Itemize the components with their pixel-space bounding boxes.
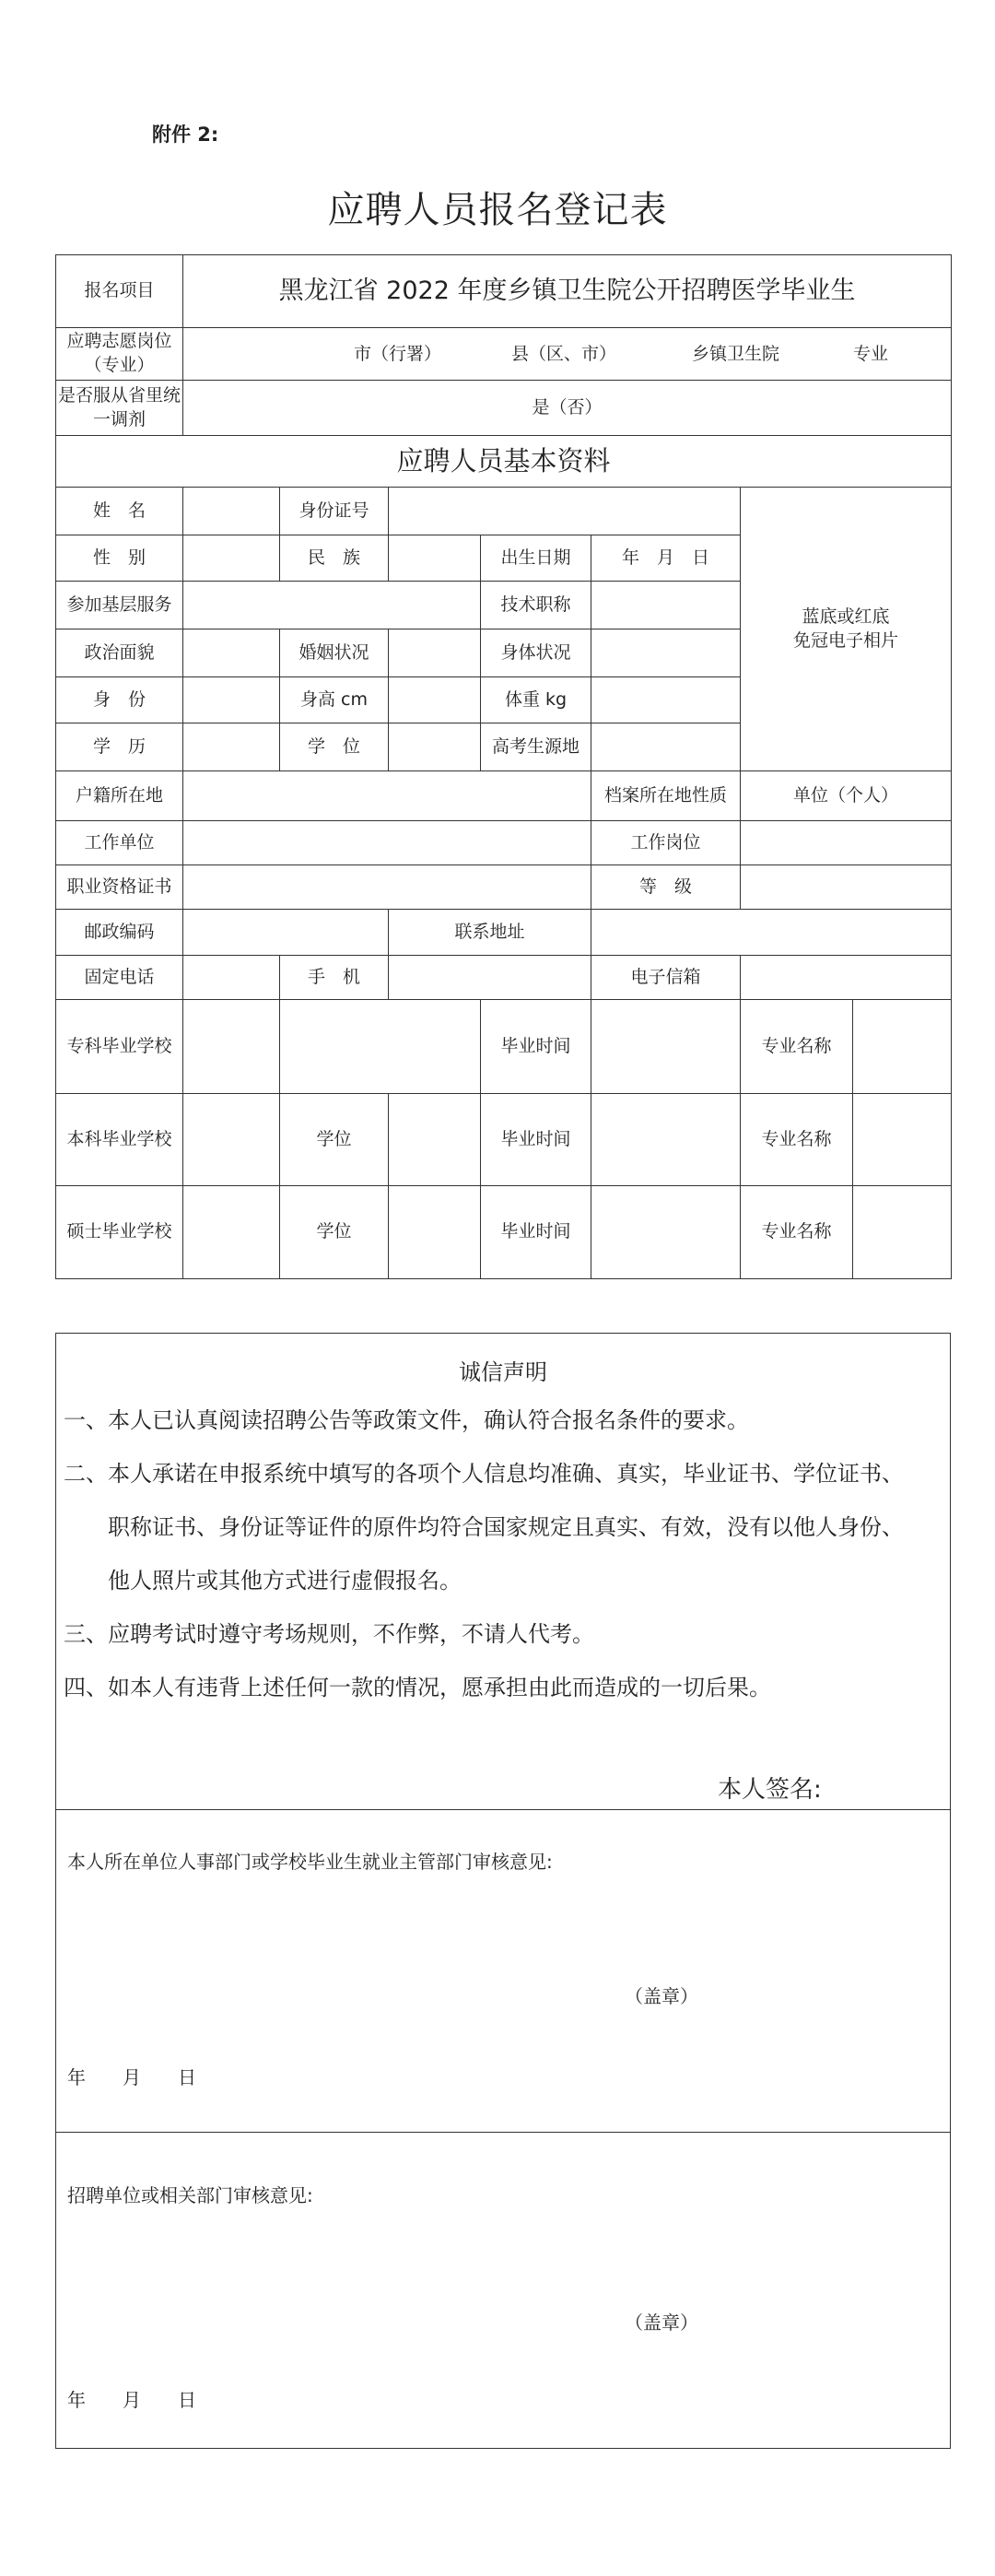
undergrad-degree-label: 学位 xyxy=(280,1094,389,1186)
degree-input[interactable] xyxy=(389,723,481,771)
review-1-date: 年 月 日 xyxy=(67,2066,196,2088)
qualification-input[interactable] xyxy=(183,865,591,910)
grad-time-label: 毕业时间 xyxy=(481,1000,591,1094)
project-label: 报名项目 xyxy=(56,255,183,328)
undergrad-label: 本科毕业学校 xyxy=(56,1094,183,1186)
exam-origin-label: 高考生源地 xyxy=(481,723,591,771)
mobile-input[interactable] xyxy=(389,956,591,1000)
master-degree-label: 学位 xyxy=(280,1186,389,1279)
height-input[interactable] xyxy=(389,677,481,723)
review-section-2[interactable] xyxy=(56,2132,950,2450)
work-post-input[interactable] xyxy=(741,821,952,865)
weight-label: 体重 kg xyxy=(481,677,591,723)
address-label: 联系地址 xyxy=(389,910,591,956)
grad-time-label: 毕业时间 xyxy=(481,1186,591,1279)
qualification-label: 职业资格证书 xyxy=(56,865,183,910)
mobile-label: 手 机 xyxy=(280,956,389,1000)
gender-input[interactable] xyxy=(183,535,280,582)
archive-nature-input[interactable]: 单位（个人） xyxy=(741,771,952,821)
junior-college-input[interactable] xyxy=(183,1000,280,1094)
address-input[interactable] xyxy=(591,910,952,956)
project-value: 黑龙江省 2022 年度乡镇卫生院公开招聘医学毕业生 xyxy=(183,255,952,328)
name-label: 姓 名 xyxy=(56,488,183,535)
junior-grad-time-input[interactable] xyxy=(591,1000,741,1094)
postcode-input[interactable] xyxy=(183,910,389,956)
declaration-title: 诚信声明 xyxy=(459,1359,547,1385)
junior-major-input[interactable] xyxy=(853,1000,952,1094)
work-post-label: 工作岗位 xyxy=(591,821,741,865)
position-label: 应聘志愿岗位（专业） xyxy=(56,328,183,381)
email-input[interactable] xyxy=(741,956,952,1000)
section-title: 应聘人员基本资料 xyxy=(56,436,952,488)
declaration-item-1: 一、本人已认真阅读招聘公告等政策文件，确认符合报名条件的要求。 xyxy=(64,1407,749,1433)
position-county: 县（区、市） xyxy=(511,344,617,364)
declaration-item-2-line-3: 他人照片或其他方式进行虚假报名。 xyxy=(108,1568,462,1594)
ethnicity-input[interactable] xyxy=(389,535,481,582)
household-input[interactable] xyxy=(183,771,591,821)
position-major: 专业 xyxy=(853,344,889,364)
archive-nature-label: 档案所在地性质 xyxy=(591,771,741,821)
position-city: 市（行署） xyxy=(354,344,442,364)
signature-label: 本人签名: xyxy=(718,1776,822,1804)
transfer-label: 是否服从省里统一调剂 xyxy=(56,381,183,436)
grassroots-input[interactable] xyxy=(183,582,481,629)
postcode-label: 邮政编码 xyxy=(56,910,183,956)
undergrad-grad-time-input[interactable] xyxy=(591,1094,741,1186)
marital-input[interactable] xyxy=(389,629,481,677)
degree-label: 学 位 xyxy=(280,723,389,771)
level-input[interactable] xyxy=(741,865,952,910)
name-input[interactable] xyxy=(183,488,280,535)
master-grad-time-input[interactable] xyxy=(591,1186,741,1279)
declaration-item-2-line-2: 职称证书、身份证等证件的原件均符合国家规定且真实、有效，没有以他人身份、 xyxy=(108,1514,904,1540)
junior-college-extra[interactable] xyxy=(280,1000,481,1094)
declaration-item-3: 三、应聘考试时遵守考场规则，不作弊，不请人代考。 xyxy=(64,1621,594,1647)
identity-input[interactable] xyxy=(183,677,280,723)
declaration-box xyxy=(55,1333,951,2449)
review-2-seal: （盖章） xyxy=(625,2311,698,2334)
registration-form xyxy=(55,254,952,1279)
health-label: 身体状况 xyxy=(481,629,591,677)
review-2-label: 招聘单位或相关部门审核意见: xyxy=(67,2184,313,2206)
transfer-value[interactable]: 是（否） xyxy=(183,381,952,436)
master-input[interactable] xyxy=(183,1186,280,1279)
phone-input[interactable] xyxy=(183,956,280,1000)
height-label: 身高 cm xyxy=(280,677,389,723)
master-major-input[interactable] xyxy=(853,1186,952,1279)
photo-hint-line1: 蓝底或红底 xyxy=(802,606,890,627)
birth-date-input[interactable]: 年 月 日 xyxy=(591,535,741,582)
grassroots-label: 参加基层服务 xyxy=(56,582,183,629)
birth-date-label: 出生日期 xyxy=(481,535,591,582)
email-label: 电子信箱 xyxy=(591,956,741,1000)
master-degree-input[interactable] xyxy=(389,1186,481,1279)
ethnicity-label: 民 族 xyxy=(280,535,389,582)
position-row[interactable] xyxy=(183,328,952,381)
major-name-label: 专业名称 xyxy=(741,1094,853,1186)
review-1-label: 本人所在单位人事部门或学校毕业生就业主管部门审核意见: xyxy=(67,1851,553,1873)
major-name-label: 专业名称 xyxy=(741,1186,853,1279)
political-input[interactable] xyxy=(183,629,280,677)
position-hospital: 乡镇卫生院 xyxy=(692,344,780,364)
attachment-label: 附件 2: xyxy=(152,124,219,146)
page-title: 应聘人员报名登记表 xyxy=(327,189,668,231)
education-label: 学 历 xyxy=(56,723,183,771)
education-input[interactable] xyxy=(183,723,280,771)
tech-title-label: 技术职称 xyxy=(481,582,591,629)
undergrad-major-input[interactable] xyxy=(853,1094,952,1186)
declaration-item-4: 四、如本人有违背上述任何一款的情况，愿承担由此而造成的一切后果。 xyxy=(64,1675,771,1700)
grad-time-label: 毕业时间 xyxy=(481,1094,591,1186)
level-label: 等 级 xyxy=(591,865,741,910)
gender-label: 性 别 xyxy=(56,535,183,582)
review-2-date: 年 月 日 xyxy=(67,2389,196,2411)
declaration-item-2-line-1: 二、本人承诺在申报系统中填写的各项个人信息均准确、真实，毕业证书、学位证书、 xyxy=(64,1461,904,1487)
work-unit-input[interactable] xyxy=(183,821,591,865)
health-input[interactable] xyxy=(591,629,741,677)
phone-label: 固定电话 xyxy=(56,956,183,1000)
junior-college-label: 专科毕业学校 xyxy=(56,1000,183,1094)
exam-origin-input[interactable] xyxy=(591,723,741,771)
id-card-label: 身份证号 xyxy=(280,488,389,535)
id-card-input[interactable] xyxy=(389,488,741,535)
work-unit-label: 工作单位 xyxy=(56,821,183,865)
political-label: 政治面貌 xyxy=(56,629,183,677)
undergrad-degree-input[interactable] xyxy=(389,1094,481,1186)
major-name-label: 专业名称 xyxy=(741,1000,853,1094)
undergrad-input[interactable] xyxy=(183,1094,280,1186)
tech-title-input[interactable] xyxy=(591,582,741,629)
weight-input[interactable] xyxy=(591,677,741,723)
photo-hint-line2: 免冠电子相片 xyxy=(793,629,899,651)
photo-area[interactable] xyxy=(741,488,952,771)
review-section-1[interactable] xyxy=(56,1809,950,2133)
identity-label: 身 份 xyxy=(56,677,183,723)
master-label: 硕士毕业学校 xyxy=(56,1186,183,1279)
marital-label: 婚姻状况 xyxy=(280,629,389,677)
review-1-seal: （盖章） xyxy=(625,1985,698,2007)
household-label: 户籍所在地 xyxy=(56,771,183,821)
